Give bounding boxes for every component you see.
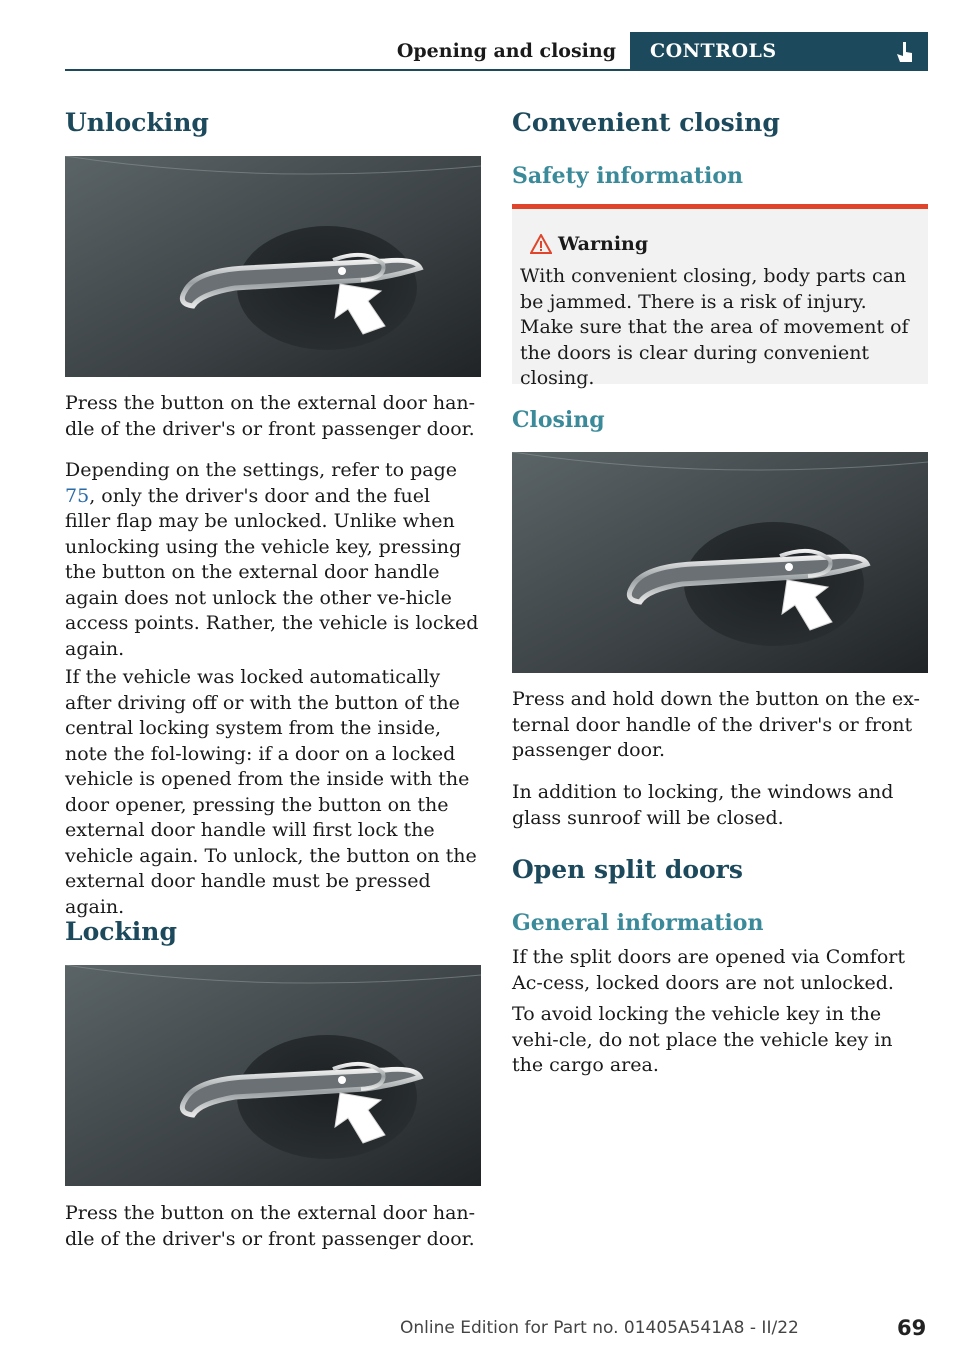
- closing-heading: Closing: [512, 407, 605, 433]
- closing-paragraph-2: In addition to locking, the windows and glass sunroof will be closed.: [512, 781, 894, 829]
- footer-edition: Online Edition for Part no. 01405A541A8 - II/22: [400, 1318, 799, 1338]
- split-doors-paragraph-2: To avoid locking the vehicle key in the vehi-cle, do not place the vehicle key in the cargo area.: [512, 1003, 893, 1076]
- page-reference-link[interactable]: 75: [65, 484, 90, 507]
- unlocking-heading: Unlocking: [65, 108, 209, 137]
- warning-body: With convenient closing, body parts can be jammed. There is a risk of injury. Make sure that the area of movement of the doors is clear during convenient closing.: [520, 265, 909, 389]
- door-handle-closing-image: [512, 452, 928, 673]
- split-doors-paragraph-1: If the split doors are opened via Comfort Ac-cess, locked doors are not unlocked.: [512, 946, 905, 994]
- unlocking-paragraph-2-text-end: , only the driver's door and the fuel filler flap may be unlocked. Unlike when unlocking using the vehicle key, pressing the button on the external door handle again does not unlock the other ve-hicle access points. Rather, the vehicle is locked again.: [65, 484, 479, 660]
- locking-heading: Locking: [65, 917, 177, 946]
- warning-box: [512, 204, 928, 389]
- unlocking-paragraph-2-text: Depending on the settings, refer to page: [65, 459, 457, 481]
- unlocking-paragraph-3: If the vehicle was locked automatically after driving off or with the button of the central locking system from the inside, note the fol-lowing: if a door on a locked vehicle is opened from the inside with the door opener, pressing the button on the external door handle will first lock the vehicle again. To unlock, the button on the external door handle must be pressed again.: [65, 666, 477, 918]
- closing-paragraph-1: Press and hold down the button on the ex-ternal door handle of the driver's or front passenger door.: [512, 688, 920, 761]
- warning-title: Warning: [558, 233, 649, 255]
- locking-paragraph-1: Press the button on the external door han-dle of the driver's or front passenger door.: [65, 1202, 476, 1250]
- door-handle-unlocking-image: [65, 156, 481, 377]
- general-information-heading: General information: [512, 910, 764, 936]
- unlocking-paragraph-2: [65, 458, 481, 662]
- safety-information-heading: Safety information: [512, 163, 744, 189]
- convenient-closing-heading: Convenient closing: [512, 108, 780, 137]
- door-handle-locking-image: [65, 965, 481, 1186]
- header-rule: [65, 69, 630, 71]
- unlocking-paragraph-1: Press the button on the external door han-dle of the driver's or front passenger door.: [65, 392, 476, 440]
- header-section-title: Opening and closing: [396, 40, 616, 62]
- page-header: [65, 32, 928, 71]
- hand-pointer-icon: [894, 40, 916, 64]
- header-chapter-label: CONTROLS: [650, 40, 777, 62]
- header-chapter-tab: [630, 32, 928, 71]
- open-split-doors-heading: Open split doors: [512, 855, 743, 884]
- page-number: 69: [897, 1316, 927, 1340]
- warning-triangle-icon: [530, 234, 552, 254]
